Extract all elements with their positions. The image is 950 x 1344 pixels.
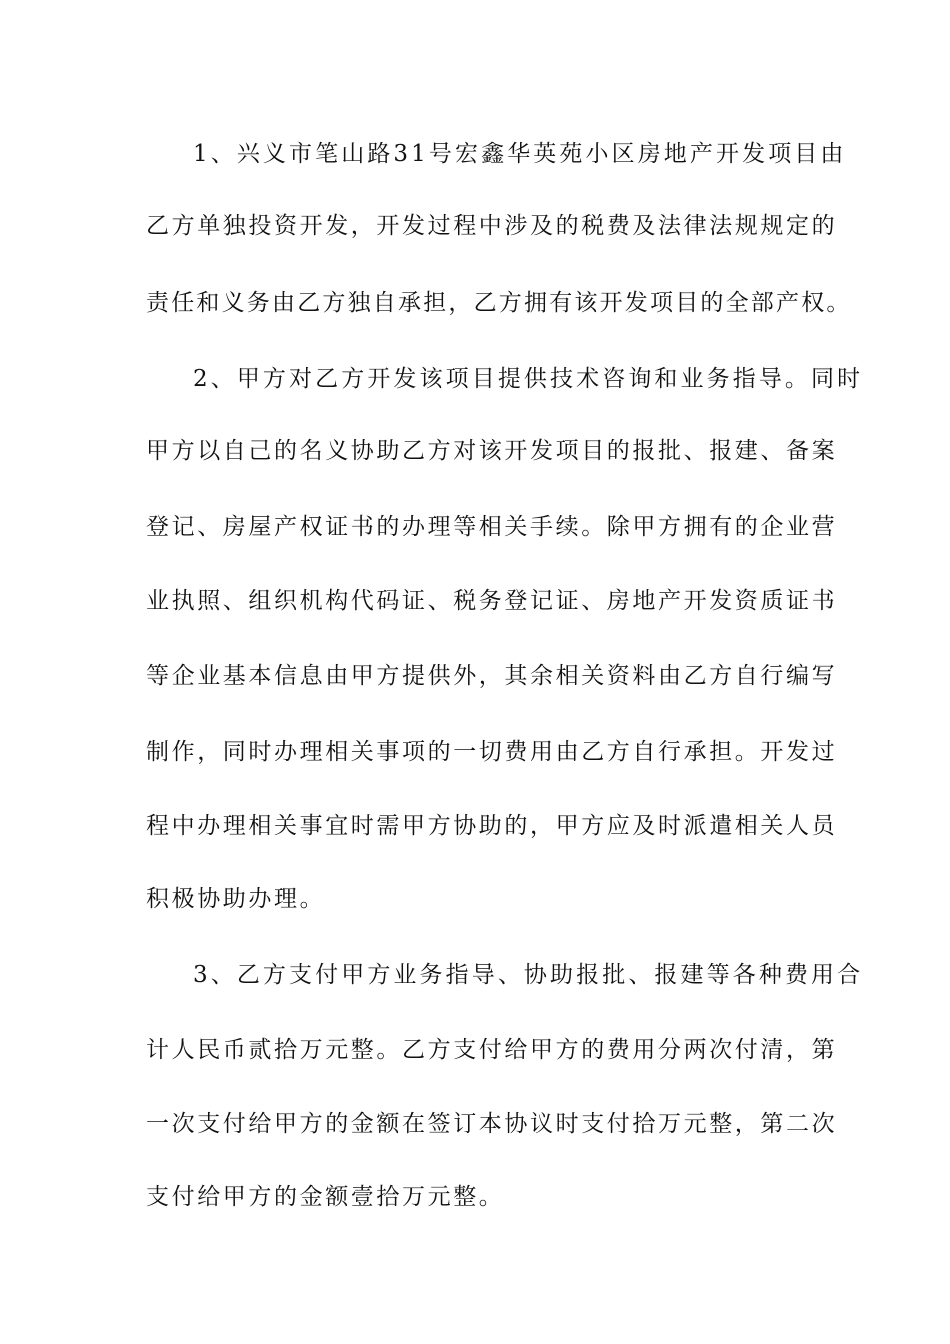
- line-text: 制作，同时办理相关事项的一切费用由乙方自行承担。开发过: [146, 739, 838, 765]
- paragraph-2-line-4: [0, 581, 950, 621]
- paragraph-1-line-1: [0, 134, 950, 174]
- line-text: 等企业基本信息由甲方提供外，其余相关资料由乙方自行编写: [146, 663, 838, 689]
- paragraph-2-line-8: [0, 879, 950, 919]
- paragraph-3-line-3: [0, 1104, 950, 1144]
- paragraph-2-line-7: [0, 806, 950, 846]
- paragraph-3-line-4: [0, 1177, 950, 1217]
- line-text: 积极协助办理。: [146, 886, 326, 912]
- paragraph-2-line-6: [0, 732, 950, 772]
- paragraph-2-line-1: [0, 359, 950, 399]
- line-text: 业执照、组织机构代码证、税务登记证、房地产开发资质证书: [146, 588, 838, 614]
- paragraph-3-line-1: [0, 955, 950, 995]
- paragraph-2-line-3: [0, 507, 950, 547]
- line-text: 支付给甲方的金额壹拾万元整。: [146, 1184, 505, 1210]
- paragraph-2-line-5: [0, 656, 950, 696]
- line-text: 责任和义务由乙方独自承担，乙方拥有该开发项目的全部产权。: [146, 290, 852, 316]
- line-text: 一次支付给甲方的金额在签订本协议时支付拾万元整，第二次: [146, 1111, 838, 1137]
- line-text: 程中办理相关事宜时需甲方协助的，甲方应及时派遣相关人员: [146, 813, 838, 839]
- paragraph-1-line-3: [0, 283, 950, 323]
- line-text: 计人民币贰拾万元整。乙方支付给甲方的费用分两次付清，第: [146, 1037, 838, 1063]
- line-text: 乙方单独投资开发，开发过程中涉及的税费及法律法规规定的: [146, 213, 838, 239]
- paragraph-1-line-2: [0, 206, 950, 246]
- line-text: 登记、房屋产权证书的办理等相关手续。除甲方拥有的企业营: [146, 514, 838, 540]
- line-text: 1、兴义市笔山路31号宏鑫华英苑小区房地产开发项目由: [193, 141, 847, 167]
- line-text: 3、乙方支付甲方业务指导、协助报批、报建等各种费用合: [193, 962, 864, 988]
- paragraph-2-line-2: [0, 431, 950, 471]
- line-text: 甲方以自己的名义协助乙方对该开发项目的报批、报建、备案: [146, 438, 838, 464]
- line-text: 2、甲方对乙方开发该项目提供技术咨询和业务指导。同时: [193, 366, 864, 392]
- paragraph-3-line-2: [0, 1030, 950, 1070]
